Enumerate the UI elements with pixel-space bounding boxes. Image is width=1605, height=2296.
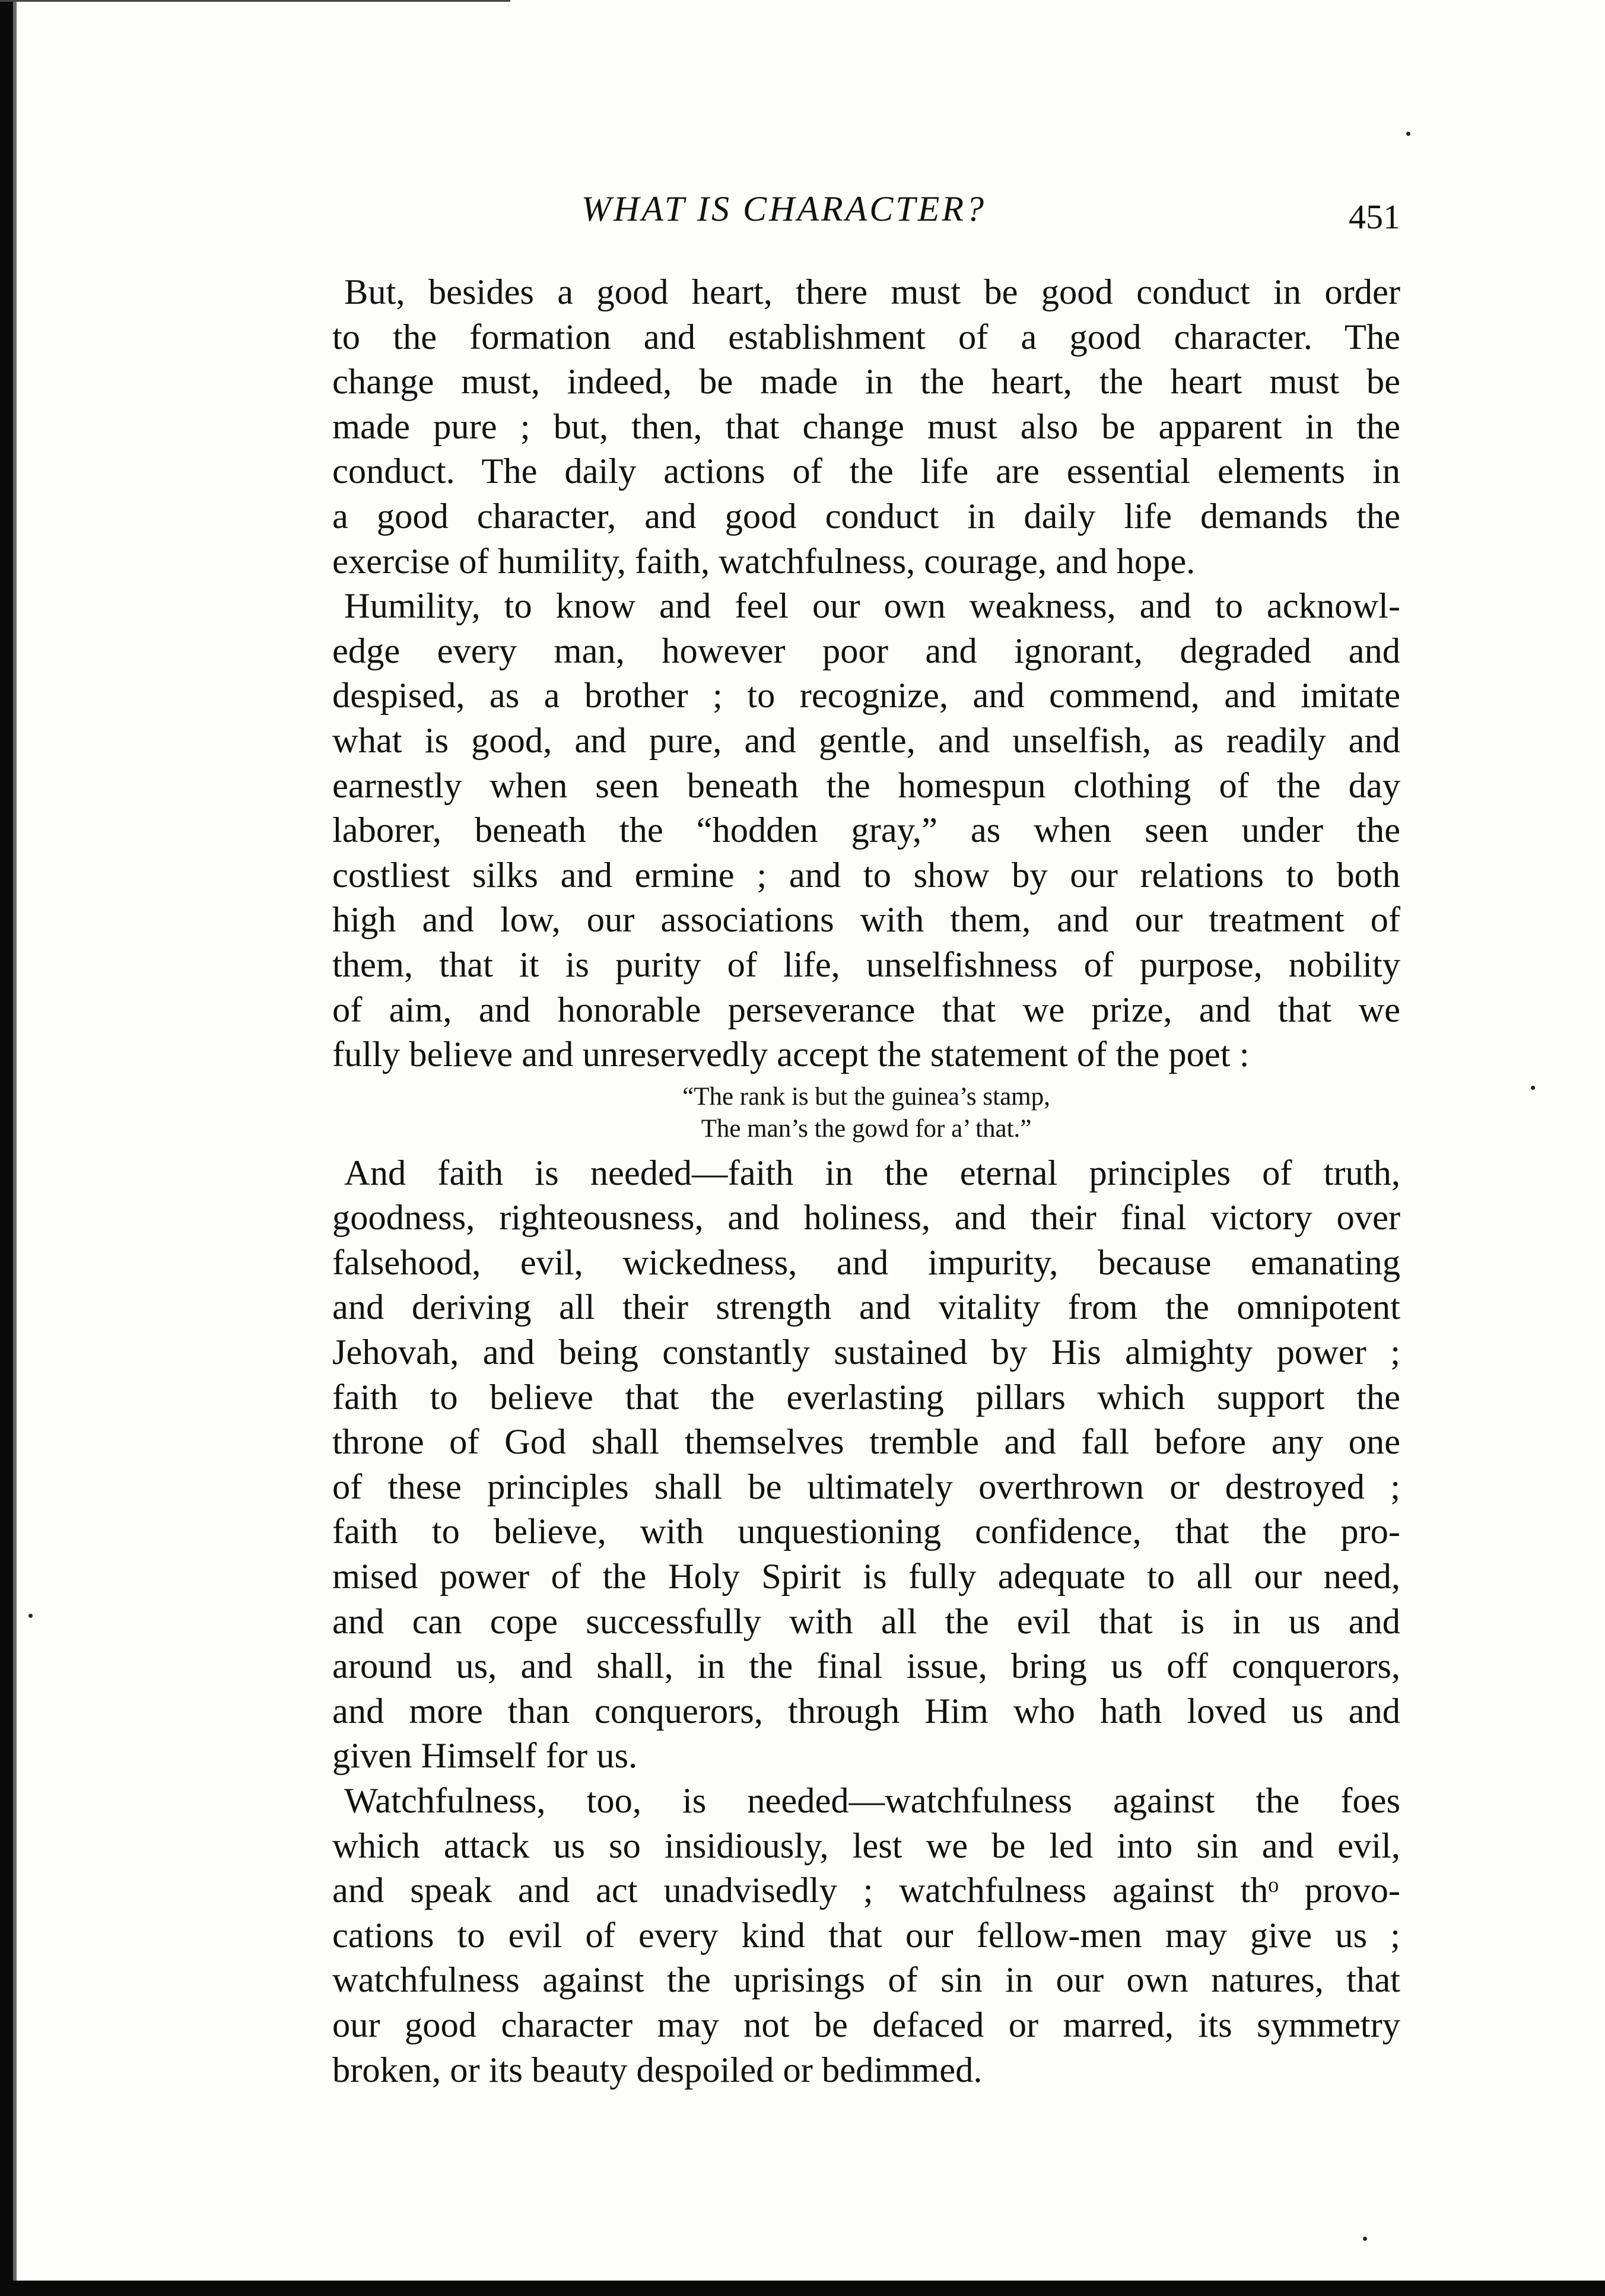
text-line: despised, as a brother ; to recognize, and commend, and imitate: [332, 676, 1400, 716]
page-number: 451: [1349, 198, 1400, 236]
text-line: Watchfulness, too, is needed—watchfulness against the foes: [344, 1781, 1400, 1821]
text-line: earnestly when seen beneath the homespun clothing of the day: [332, 765, 1400, 806]
page-body: [332, 270, 1400, 2093]
scan-speck: [28, 1614, 33, 1618]
verse-quotation: [332, 1081, 1400, 1145]
text-line: given Himself for us.: [332, 1736, 638, 1776]
text-line: cations to evil of every kind that our fellow-men may give us ;: [332, 1915, 1400, 1955]
text-line: and speak and act unadvisedly ; watchfulness against thᵒ provo-: [332, 1871, 1400, 1911]
scan-speck: [1531, 1086, 1535, 1090]
text-line: exercise of humility, faith, watchfulness, courage, and hope.: [332, 541, 1196, 581]
paragraph: [332, 1151, 1400, 1779]
text-line: of these principles shall be ultimately overthrown or destroyed ;: [332, 1467, 1400, 1507]
running-head: WHAT IS CHARACTER?: [581, 189, 986, 228]
text-line: fully believe and unreservedly accept the statement of the poet :: [332, 1035, 1250, 1075]
text-line: throne of God shall themselves tremble and fall before any one: [332, 1422, 1400, 1462]
scan-bottom-edge: [0, 2281, 1605, 2296]
text-line: mised power of the Holy Spirit is fully adequate to all our need,: [332, 1557, 1400, 1597]
text-line: high and low, our associations with them, and our treatment of: [332, 900, 1400, 940]
text-line: conduct. The daily actions of the life are essential elements in: [332, 451, 1400, 492]
text-line: change must, indeed, be made in the heart, the heart must be: [332, 362, 1400, 402]
text-line: goodness, righteousness, and holiness, and their final victory over: [332, 1198, 1400, 1238]
text-line: them, that it is purity of life, unselfishness of purpose, nobility: [332, 945, 1400, 985]
text-line: watchfulness against the uprisings of sin in our own natures, that: [332, 1960, 1400, 2001]
scan-speck: [1363, 2237, 1367, 2241]
paragraph: [332, 270, 1400, 584]
text-line: our good character may not be defaced or marred, its symmetry: [332, 2005, 1400, 2045]
scan-binding-edge: [0, 0, 13, 2296]
scan-speck: [1406, 132, 1410, 136]
verse-line: “The rank is but the guinea’s stamp,: [682, 1082, 1050, 1111]
text-line: a good character, and good conduct in daily life demands the: [332, 496, 1400, 536]
text-line: and deriving all their strength and vitality from the omnipotent: [332, 1287, 1400, 1328]
text-line: costliest silks and ermine ; and to show by our relations to both: [332, 855, 1400, 895]
text-line: But, besides a good heart, there must be good conduct in order: [344, 272, 1400, 312]
verse-line: The man’s the gowd for a’ that.”: [701, 1114, 1032, 1143]
text-line: what is good, and pure, and gentle, and unselfish, as readily and: [332, 720, 1400, 761]
text-line: to the formation and establishment of a good character. The: [332, 317, 1400, 357]
scan-top-edge: [0, 0, 510, 2]
text-line: and can cope successfully with all the evil that is in us and: [332, 1601, 1400, 1642]
text-line: broken, or its beauty despoiled or bedimmed.: [332, 2050, 983, 2090]
text-line: falsehood, evil, wickedness, and impurity, because emanating: [332, 1242, 1400, 1283]
text-line: which attack us so insidiously, lest we be led into sin and evil,: [332, 1826, 1400, 1866]
page-header: [332, 189, 1400, 242]
text-line: Jehovah, and being constantly sustained by His almighty power ;: [332, 1333, 1400, 1373]
text-line: And faith is needed—faith in the eternal principles of truth,: [344, 1153, 1400, 1193]
text-line: faith to believe, with unquestioning confidence, that the pro-: [332, 1512, 1400, 1552]
text-line: edge every man, however poor and ignorant, degraded and: [332, 631, 1400, 671]
scan-binding-shadow: [13, 0, 17, 2296]
text-line: laborer, beneath the “hodden gray,” as when seen under the: [332, 810, 1400, 851]
text-line: of aim, and honorable perseverance that we prize, and that we: [332, 990, 1400, 1030]
text-line: around us, and shall, in the final issue, bring us off conquerors,: [332, 1646, 1400, 1687]
text-line: made pure ; but, then, that change must also be apparent in the: [332, 406, 1400, 447]
text-line: Humility, to know and feel our own weakness, and to acknowl-: [344, 586, 1400, 627]
text-line: faith to believe that the everlasting pillars which support the: [332, 1377, 1400, 1417]
paragraph: [332, 584, 1400, 1077]
paragraph: [332, 1779, 1400, 2093]
text-line: and more than conquerors, through Him who hath loved us and: [332, 1691, 1400, 1731]
